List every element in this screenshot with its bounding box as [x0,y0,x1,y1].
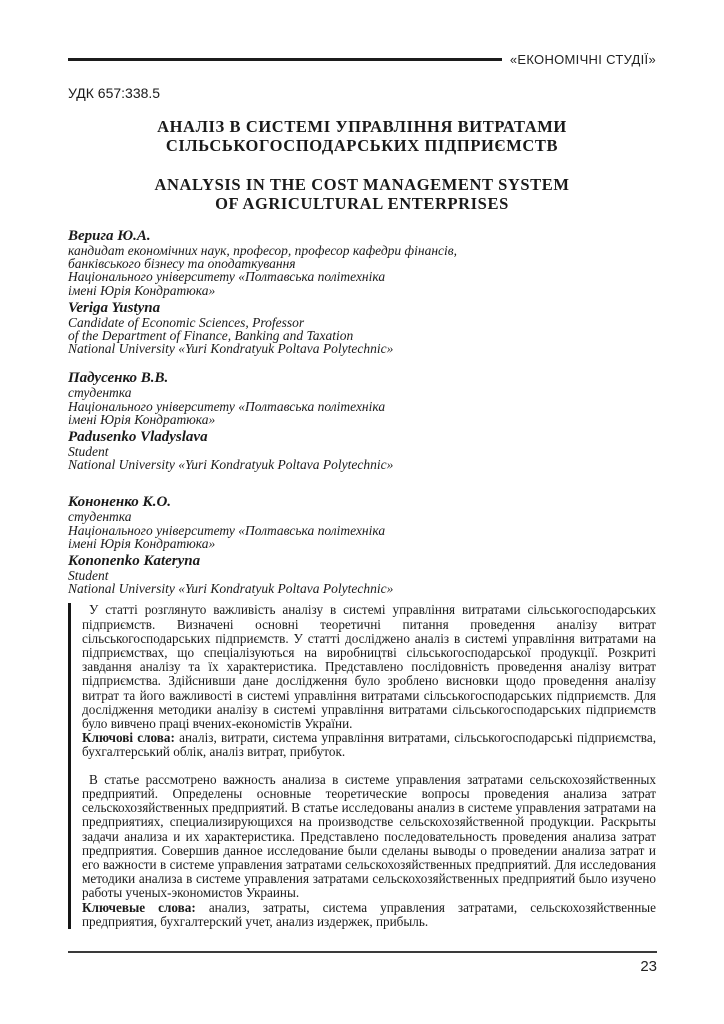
page-number: 23 [640,957,657,975]
article-title-uk-line2: СІЛЬСЬКОГОСПОДАРСЬКИХ ПІДПРИЄМСТВ [165,136,559,155]
author-name-uk: Падусенко В.В. [68,370,169,387]
keywords-uk-list: аналіз, витрати, система управління витратами, сільськогосподарські підприємства, бухгалтерський облік, аналіз витрат, прибуток. [82,730,656,760]
author-affiliation-line: імені Юрія Кондратюка» [68,411,216,427]
abstracts-block [68,603,656,928]
abstract-ru: В статье рассмотрено важность анализа в системе управления затратами сельскохозяйственных предприятий. Определены основные теоретические вопросы проведения анализа затрат сельскохозяйственных предприятий. В статье исследованы анализ в системе управления затратами на предприятиях, специализирующихся на производстве сельскохозяйственной продукции. Раскрыты задачи анализа и их характеристика. Представлено последовательность проведения анализа затрат предприятия. Совершив данное исследование были сделаны выводы о проведении анализа затрат и его важности в системе управления затратами сельскохозяйственных предприятий. Для исследования методики анализа в системе управления затратами сельскохозяйственных предприятий было изучено работы ученых-экономистов Украины. [82,771,656,901]
author-affiliation-line: студентка [68,509,132,525]
author-name-en: Kononenko Kateryna [68,553,201,570]
article-title-en-line1: ANALYSIS IN THE COST MANAGEMENT SYSTEM [154,175,570,194]
author-affiliation-line: Candidate of Economic Sciences, Professor [68,314,305,330]
author-affiliation-line: of the Department of Finance, Banking and Taxation [68,328,354,344]
keywords-ru-label: Ключевые слова: [82,899,196,915]
keywords-uk [82,731,656,759]
author-name-uk: Верига Ю.А. [68,228,151,244]
author-name-en: Padusenko Vladyslava [68,429,208,446]
author-affiliation-line: National University «Yuri Kondratyuk Poltava Polytechnic» [68,457,394,473]
author-affiliation-line: студентка [68,385,132,401]
author-affiliation-line: National University «Yuri Kondratyuk Poltava Polytechnic» [68,341,394,357]
journal-title: «ЕКОНОМІЧНІ СТУДІЇ» [509,52,656,67]
article-title-en [68,175,656,213]
article-title-uk-line1: АНАЛІЗ В СИСТЕМІ УПРАВЛІННЯ ВИТРАТАМИ [157,117,567,136]
author-affiliation-line: Student [68,568,109,584]
author-affiliation-line: імені Юрія Кондратюка» [68,535,216,551]
author-affiliation-line: Student [68,444,109,460]
author-en-subblock [68,301,656,356]
author-affiliation-line: імені Юрія Кондратюка» [68,282,216,298]
author-affiliation-line: кандидат економічних наук, професор, професор кафедри фінансів, [68,243,457,258]
running-head [68,52,656,67]
author-block-3 [68,495,656,595]
article-title-en-line2: OF AGRICULTURAL ENTERPRISES [215,194,509,213]
author-affiliation-line: Національного університету «Полтавська політехніка [68,269,386,285]
author-block-1 [68,229,656,355]
author-name-en: Veriga Yustyna [68,299,161,316]
article-title-uk [68,117,656,155]
keywords-uk-label: Ключові слова: [82,730,175,746]
keywords-ru-list: анализ, затраты, система управления затратами, сельскохозяйственные предприятия, бухгалтерский учет, анализ издержек, прибыль. [82,899,656,929]
author-en-subblock [68,554,656,595]
author-affiliation-line: National University «Yuri Kondratyuk Poltava Polytechnic» [68,581,394,597]
author-block-2 [68,371,656,471]
footer-rule [68,951,657,953]
udc-code: УДК 657:338.5 [68,85,161,101]
author-affiliation-line: Національного університету «Полтавська політехніка [68,522,386,538]
page-footer [68,951,657,975]
header-rule [68,58,502,61]
author-en-subblock [68,430,656,471]
author-name-uk: Кононенко К.О. [68,494,172,511]
abstract-uk: У статті розглянуто важливість аналізу в системі управління витратами сільськогосподарських підприємств. Визначені основні теоретичні питання проведення аналізу витрат сільськогосподарських підприємств. У статті досліджено аналіз в системі управління витратами на підприємствах, що спеціалізуються на виробництві сільськогосподарської продукції. Розкриті завдання аналізу та їх характеристика. Представлено послідовність проведення аналізу витрат підприємства. Здійснивши дане дослідження було зроблено висновки щодо проведення аналізу витрат та його важливості в системі управління витратами сільськогосподарських підприємств. Для дослідження методики аналізу в системі управління витратами сільськогосподарських підприємств було вивчено праці вчених-економістів України. [82,602,656,732]
author-affiliation-line: Національного університету «Полтавська політехніка [68,398,386,414]
authors-section [68,229,656,595]
keywords-ru [82,901,656,929]
author-affiliation-line: банківського бізнесу та оподаткування [68,256,296,272]
